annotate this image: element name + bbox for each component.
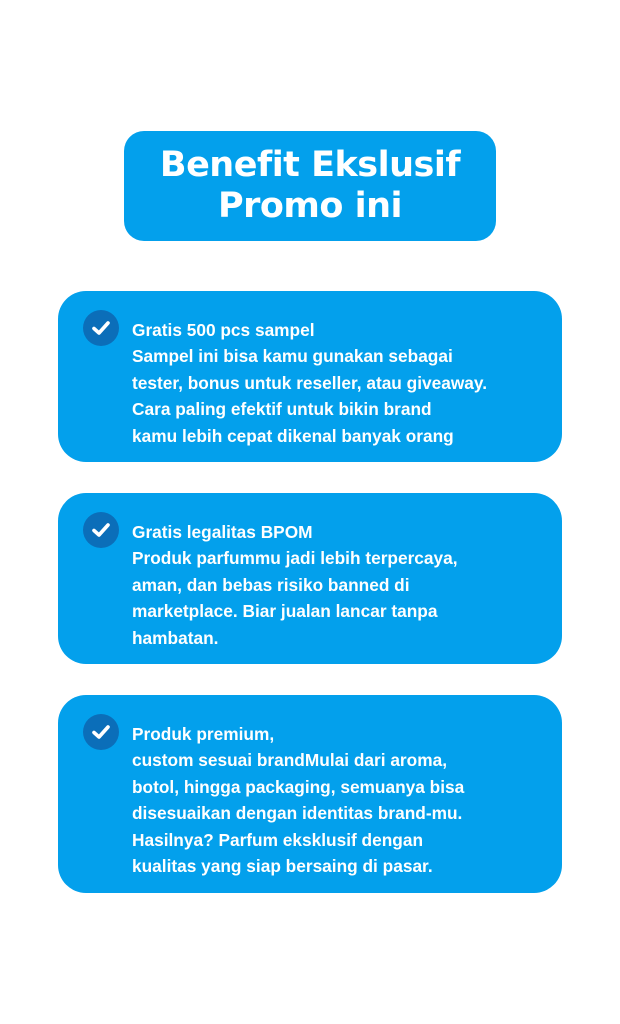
benefit-card-premium <box>58 695 562 893</box>
title-line-2: Promo ini <box>217 186 403 226</box>
benefit-text <box>132 317 548 449</box>
benefit-line: botol, hingga packaging, semuanya bisa <box>132 776 465 797</box>
benefit-line: tester, bonus untuk reseller, atau giveaway. <box>132 372 488 393</box>
benefit-heading: Gratis legalitas BPOM <box>132 522 313 542</box>
benefit-line: marketplace. Biar jualan lancar tanpa <box>132 601 438 622</box>
benefit-card-free-samples <box>58 291 562 462</box>
benefit-line: Sampel ini bisa kamu gunakan sebagai <box>132 346 453 367</box>
benefit-card-bpom <box>58 493 562 664</box>
title-banner <box>124 131 496 241</box>
benefit-text <box>132 519 548 651</box>
benefit-line: aman, dan bebas risiko banned di <box>132 574 410 595</box>
benefit-line: Hasilnya? Parfum eksklusif dengan <box>132 829 423 850</box>
benefit-line: Produk parfummu jadi lebih terpercaya, <box>132 548 458 569</box>
benefit-heading: Gratis 500 pcs sampel <box>132 320 315 340</box>
check-circle-icon <box>83 512 119 548</box>
benefit-line: custom sesuai brandMulai dari aroma, <box>132 750 447 771</box>
benefit-text <box>132 721 548 879</box>
benefit-line: disesuaikan dengan identitas brand-mu. <box>132 803 463 824</box>
check-circle-icon <box>83 714 119 750</box>
title-line-1: Benefit Ekslusif <box>159 145 461 185</box>
benefit-line: kamu lebih cepat dikenal banyak orang <box>132 425 454 446</box>
check-circle-icon <box>83 310 119 346</box>
benefit-line: kualitas yang siap bersaing di pasar. <box>132 856 433 877</box>
benefit-line: Cara paling efektif untuk bikin brand <box>132 399 432 420</box>
benefit-line: hambatan. <box>132 627 219 648</box>
benefit-heading: Produk premium, <box>132 724 275 744</box>
